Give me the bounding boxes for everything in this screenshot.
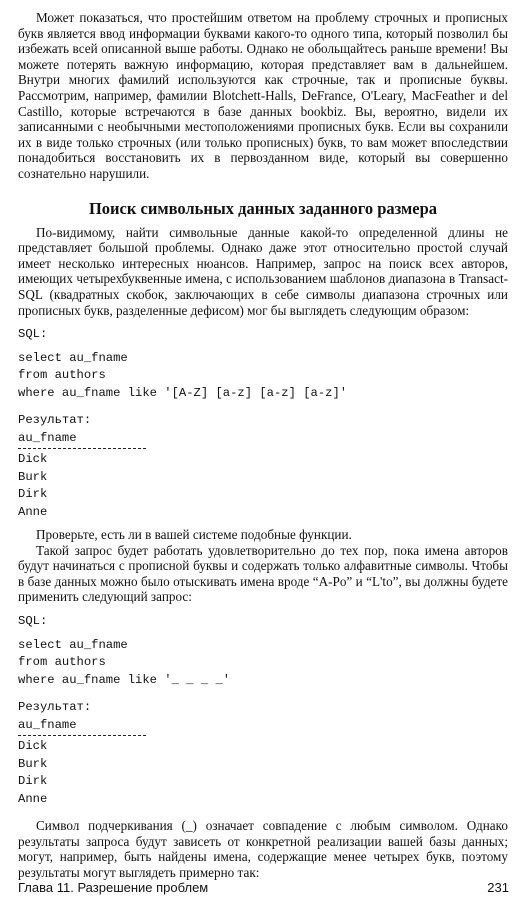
page-footer: [18, 880, 509, 895]
query-2-label: SQL:: [18, 614, 48, 629]
query-2-code: [18, 637, 508, 690]
page-content: [18, 10, 508, 880]
result-1-divider: [18, 448, 146, 449]
paragraph-2: Проверьте, есть ли в вашей системе подобные функции.: [36, 527, 352, 543]
code-line: where au_fname like '_ _ _ _': [18, 672, 231, 687]
code-line: select au_fname: [18, 637, 128, 652]
result-row: Dirk: [18, 487, 48, 502]
section-heading: Поиск символьных данных заданного размера: [88, 198, 438, 218]
paragraph-4: Символ подчеркивания (_) означает совпадение с любым символом. Однако результаты запроса будут зависеть от конкретной реализации вашей базы данных; могут, например, быть найдены имена, содержащие менее четырех букв, поэтому результаты могут выглядеть примерно так:: [18, 818, 508, 880]
result-row: Burk: [18, 469, 48, 484]
result-row: Anne: [18, 504, 48, 519]
result-row: Dick: [18, 739, 48, 754]
result-1-column-header: au_fname: [18, 430, 77, 445]
code-line: where au_fname like '[A-Z] [a-z] [a-z] [a-z]': [18, 385, 348, 400]
paragraph-1: По-видимому, найти символьные данные какой-то определенной длины не представляет большой проблемы. Однако даже этот относительно простой случай имеет несколько интересных нюансов. Например, запрос на поиск всех авторов, имеющих четырехбуквенные имена, с использованием шаблонов диапазона в Transact-SQL (квадратных скобок, заключающих в себе символы диапазона строчных или прописных букв, разделенные дефисом) мог бы выглядеть следующим образом:: [18, 224, 508, 318]
result-2-column-header: au_fname: [18, 717, 77, 732]
result-row: Anne: [18, 791, 48, 806]
code-line: from authors: [18, 368, 106, 383]
result-2-divider: [18, 735, 146, 736]
result-2-rows: [18, 738, 508, 808]
result-row: Dick: [18, 452, 48, 467]
query-1-label: SQL:: [18, 327, 48, 342]
page-number: 231: [487, 880, 509, 895]
result-row: Dirk: [18, 774, 48, 789]
result-1-rows: [18, 451, 508, 521]
result-1-label: Результат:: [18, 413, 92, 428]
intro-paragraph: Может показаться, что простейшим ответом на проблему строчных и прописных букв является ввод информации буквами какого-то одного типа, который позволил бы избежать всей описанной выше работы. Однако не обольщайтесь раньше времени! Вы можете потерять важную информацию, которая представляет вам в дальнейшем. Внутри многих фамилий используются как строчные, так и прописные буквы. Рассмотрим, например, фамилии Blotchett-Halls, DeFrance, O'Leary, MacFeather и del Castillo, которые встречаются в базе данных bookbiz. Вы, вероятно, видели их записанными с необычными местоположениями прописных букв. Если вы сохранили их в виде только строчных (или только прописных) букв, то вам может впоследствии понадобиться восстановить их в первозданном виде, который вы совершенно сознательно нарушили.: [18, 10, 508, 181]
chapter-title: Глава 11. Разрешение проблем: [18, 880, 209, 895]
paragraph-3: Такой запрос будет работать удовлетворительно до тех пор, пока имена авторов будут начинаться с прописной буквы и содержать только алфавитные символы. Чтобы в базе данных можно было отыскивать имена вроде “A-Po” и “L'to”, вы должны будете применить следующий запрос:: [18, 542, 508, 605]
result-2-label: Результат:: [18, 700, 92, 715]
result-row: Burk: [18, 756, 48, 771]
code-line: from authors: [18, 655, 106, 670]
query-1-code: [18, 350, 508, 403]
code-line: select au_fname: [18, 350, 128, 365]
